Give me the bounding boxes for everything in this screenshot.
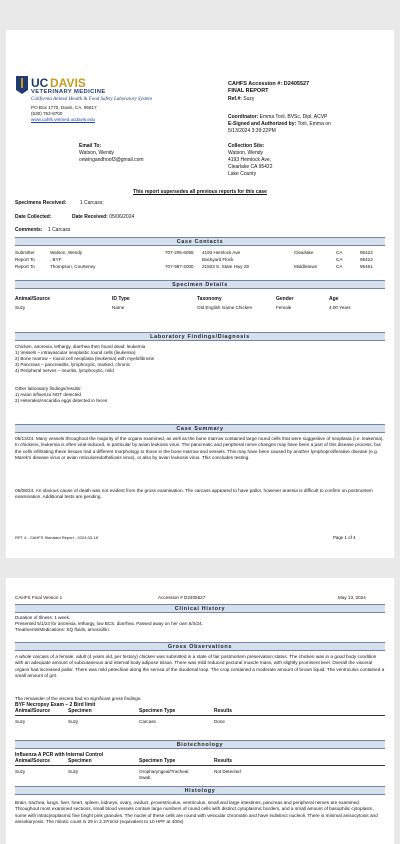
ucdavis-shield-icon (16, 76, 28, 94)
other-findings-label: Other laboratory findings/results: (15, 386, 82, 391)
esigned-date: 5/13/2024 3:39:22PM (228, 128, 276, 134)
finding-line: 1) Vessels – intravascular neoplastic round cells (leukemia) (15, 350, 136, 355)
report-page-2: CAHFS Final Version 1 Accession # D2405527 May 13, 2024 Clinical History Duration of Illness: 1 week. Presented 5/1/24 for anorexia, lethargy, low BCS, diarrhea. Passed away on her own 5/4/24. Treatments/Medications: SQ fluids, amoxicillin. Gross Observations A whole carcass of a female, adult (4 years old, per history) chicken was submitted in a state of fair postmortem preservation status. The chicken was in a good body condition with an adequate amount of subcutaneous and internal body adipose tissue. There was mild reduced pectoral muscle mass, with slightly prominent keel. Overall the visceral organs had increased pallor. There was mild petechiae along the serosa of the duodenal loop. The crop contained a moderate amount of brown liquid. The ventriculus contained a small amount of grit. The remainder of the viscera had no significant gross findings. BYF Necropsy Exam – 2 Bird limit Animal/Source Specimen Specimen Type Results Suzy Suzy Carcass Done Biotechnology Influenza A PCR with Internal Control Animal/Source Specimen Specimen Type Results Suzy Suzy Oropharyngeal/Tracheal Not Detected Swab Histology Brain, trachea, lungs, liver, heart, spleen, kidneys, ovary, oviduct, proventriculus, ventriculus, small and large intestines, pancreas and peripheral nerves are examined. Throughout most examined sections, small blood vessels contain large numbers of round cells with distinct cytoplasmic borders, and a small amount of basophilic cytoplasm, some with intracytoplasmic fine bright pink granules. The nuclei of these cells are round with vesicular chromatin and have indistinct nucleoli. There is minimal anisocytosis and anisokaryosis. The mitotic count is 29 in 2.37mm2 (equivalent to 10 HPF at 400x) (6, 578, 394, 844)
gross-observations-paragraph: A whole carcass of a female, adult (4 years old, per history) chicken was submitted in a state of fair postmortem preservation status. The chicken was in a good body condition with an adequate amount of subcutaneous and internal body adipose tissue. There was mild reduced pectoral muscle mass, with slightly prominent keel. Overall the visceral organs had increased pallor. There was mild petechiae along the serosa of the duodenal loop. The crop contained a moderate amount of brown liquid. The ventriculus contained a small amount of grit. (15, 654, 385, 678)
coordinator-label: Coordinator: (228, 114, 259, 120)
logo-uc: UC (31, 76, 49, 90)
lab-website-link[interactable]: www.cahfs.vetmed.ucdavis.edu (31, 117, 96, 122)
page2-header-accession: Accession # D2405527 (158, 595, 206, 600)
table-divider (15, 715, 385, 716)
report-type: FINAL REPORT (228, 88, 269, 94)
histology-header: Histology (15, 786, 385, 795)
finding-line: Chicken, anorexia, lethargy, diarrhea then found dead: leukemia (15, 344, 146, 349)
ref-label: Ref.#: (228, 96, 242, 102)
histology-paragraph: Brain, trachea, lungs, liver, heart, spleen, kidneys, ovary, oviduct, proventriculus, ventriculus, small and large intestines, pancreas and peripheral nerves are examined. Throughout most examined sections, small blood vessels contain large numbers of round cells with distinct cytoplasmic borders, and a small amount of basophilic cytoplasm, some with intracytoplasmic fine bright pink granules. The nuclei of these cells are round with vesicular chromatin and have indistinct nucleoli. There is minimal anisocytosis and anisokaryosis. The mitotic count is 29 in 2.37mm2 (equivalent to 10 HPF at 400x) (15, 800, 378, 824)
case-summary-paragraph: 05/08/24. An obvious cause of death was not evident from the gross examination. The carcass appeared to have pallor, however anemia is difficult to confirm on postmortem examination. Additional tests are pending. (15, 488, 373, 500)
case-summary-paragraph: 05/13/24. Many vessels throughout the majority of the organs examined, as well as the bone marrow contained large round cells that were suggestive of neoplasia (i.e. leukemia). In chickens, leukemia is often viral-induced, in particular by avian leukosis virus. The pancreatic and peripheral nerve changes may have been a part of this disease process, but the cells infiltrating these tissues had a different morphology to those in the bone marrow and vessels. This may have been caused by another lymphoproliferative disease (e.g. Marek's disease virus or avian reticuloendotheliosis virus), or also by avian leukosis virus. This concludes testing. (15, 436, 384, 460)
finding-line: 4) Peripheral nerves – neuritis, lymphocytic, mild (15, 368, 114, 373)
table-divider (15, 765, 385, 766)
necropsy-exam-title: BYF Necropsy Exam – 2 Bird limit (15, 702, 96, 708)
collection-site-name: Watson, Wendy (228, 150, 264, 156)
history-line: Presented 5/1/24 for anorexia, lethargy, low BCS, diarrhea. Passed away on her own 5/4/24. (15, 621, 203, 626)
clinical-history-header: Clinical History (15, 604, 385, 613)
finding-line: 2) Bone marrow – round cell neoplasia (leukemia) with myelofibrosis (15, 356, 154, 361)
specimens-received-value: 1 Carcass; (79, 200, 104, 206)
email-to-name: Watson, Wendy (79, 150, 115, 156)
specimen-details-header: Specimen Details (15, 280, 385, 289)
accession-label: CAHFS Accession #: (228, 81, 283, 87)
biotechnology-header: Biotechnology (15, 740, 385, 749)
email-to-address: onwingandhoof3@gmail.com (79, 157, 144, 163)
report-page-1: UC DAVIS VETERINARY MEDICINE California Animal Health & Food Safety Laboratory System PO Box 1770, Davis, CA, 95617 (530) 752-8700 www.cahfs.vetmed.ucdavis.edu CAHFS Accession #: D2405527 FINAL REPORT Ref.#: Suzy Coordinator: Emma Torii, BVSc, Dipl. ACVP E-Signed and Authorized by: Torii, Emma on 5/13/2024 3:39:22PM Email To: Watson, Wendy onwingandhoof3@gmail.com Collection Site: Watson, Wendy 4193 Hemlock Ave, Clearlake CA 95422 Lake County This report supersedes all previous reports for this case Specimens Received: 1 Carcass; Date Collected: Date Received: 05/06/2024 Comments: 1 Carcass Case Contacts Submitter Watson, Wendy 707-205-6055 4193 Hemlock Ave Clearlake CA 95422 Report To , BYF Backyard Flock CA 95422 Report To Thompson, Courteney 707-987-2000 21503 S. State Hwy 29 Middletown CA 95461 Specimen Details Animal/Source ID Type Taxonomy Gender Age Suzy Name Old English Game Chicken Female 4.00 Years Laboratory Findings/Diagnosis Chicken, anorexia, lethargy, diarrhea then found dead: leukemia 1) Vessels – intravascular neoplastic round cells (leukemia) 2) Bone marrow – round cell neoplasia (leukemia) with myelofibrosis 3) Pancreas – pancreatitis, lymphocytic, marked, chronic 4) Peripheral nerves – neuritis, lymphocytic, mild Other laboratory findings/results: 1) Avian influenza NOT detected 2) Heterakis/Ascaridia eggs detected in feces Case Summary 05/13/24. Many vessels throughout the majority of the organs examined, as well as the bone marrow contained large round cells that were suggestive of neoplasia (i.e. leukemia). In chickens, leukemia is often viral-induced, in particular by avian leukosis virus. The pancreatic and peripheral nerve changes may have been a part of this disease process, but the cells infiltrating these tissues had a different morphology to those in the bone marrow and vessels. This may have been caused by another lymphoproliferative disease (e.g. Marek's disease virus or avian reticuloendotheliosis virus), or also by avian leukosis virus. This concludes testing. 05/08/24. An obvious cause of death was not evident from the gross examination. The carcass appeared to have pallor, however anemia is difficult to confirm on postmortem examination. Additional tests are pending. RPT 4 - CAHFS Standard Report - 2024-03-18 Page 1 of 4 (6, 30, 394, 558)
collection-site-city: Clearlake CA 95422 (228, 164, 273, 170)
gross-remainder: The remainder of the viscera had no significant gross findings. (15, 696, 142, 701)
lab-address: PO Box 1770, Davis, CA, 95617 (31, 105, 97, 110)
date-collected-label: Date Collected: (15, 214, 52, 220)
footer-left: RPT 4 - CAHFS Standard Report - 2024-03-18 (15, 535, 98, 540)
lab-findings-header: Laboratory Findings/Diagnosis (15, 332, 385, 341)
logo-davis: DAVIS (50, 76, 86, 90)
email-to-label: Email To: (79, 143, 102, 149)
case-contacts-header: Case Contacts (15, 237, 385, 246)
lab-phone: (530) 752-8700 (31, 111, 63, 116)
supersede-notice: This report supersedes all previous reports for this case (133, 189, 267, 195)
page2-header-left: CAHFS Final Version 1 (15, 595, 63, 600)
esigned-label: E-Signed and Authorized by: (228, 121, 297, 127)
ref-value: Suzy (243, 96, 255, 102)
other-finding-line: 1) Avian influenza NOT detected (15, 392, 81, 397)
specimens-received-label: Specimens Received: (15, 200, 67, 206)
logo-vetmed: VETERINARY MEDICINE (31, 89, 106, 95)
gross-observations-header: Gross Observations (15, 642, 385, 651)
collection-site-label: Collection Site: (228, 143, 265, 149)
esigned-value: Torii, Emma on (297, 121, 331, 127)
history-line: Duration of Illness: 1 week. (15, 615, 71, 620)
collection-site-county: Lake County (228, 171, 257, 177)
coordinator-value: Emma Torii, BVSc, Dipl. ACVP (259, 114, 328, 120)
history-line: Treatments/Medications: SQ fluids, amoxicillin. (15, 627, 111, 632)
pcr-row-continued: Swab (139, 775, 151, 780)
date-received-value: 05/06/2024 (109, 214, 135, 220)
page2-header-date: May 13, 2024 (338, 595, 366, 600)
other-finding-line: 2) Heterakis/Ascaridia eggs detected in feces (15, 398, 108, 403)
collection-site-street: 4193 Hemlock Ave, (228, 157, 271, 163)
finding-line: 3) Pancreas – pancreatitis, lymphocytic, marked, chronic (15, 362, 131, 367)
date-received-label: Date Received: (72, 214, 108, 220)
comments-value: 1 Carcass (47, 227, 71, 233)
pcr-test-title: Influenza A PCR with Internal Control (15, 752, 104, 758)
comments-label: Comments: (15, 227, 43, 233)
case-summary-header: Case Summary (15, 424, 385, 433)
lab-name: California Animal Health & Food Safety Laboratory System (31, 97, 152, 102)
footer-page-number: Page 1 of 4 (333, 535, 356, 540)
accession-number: D2405527 (283, 81, 310, 87)
